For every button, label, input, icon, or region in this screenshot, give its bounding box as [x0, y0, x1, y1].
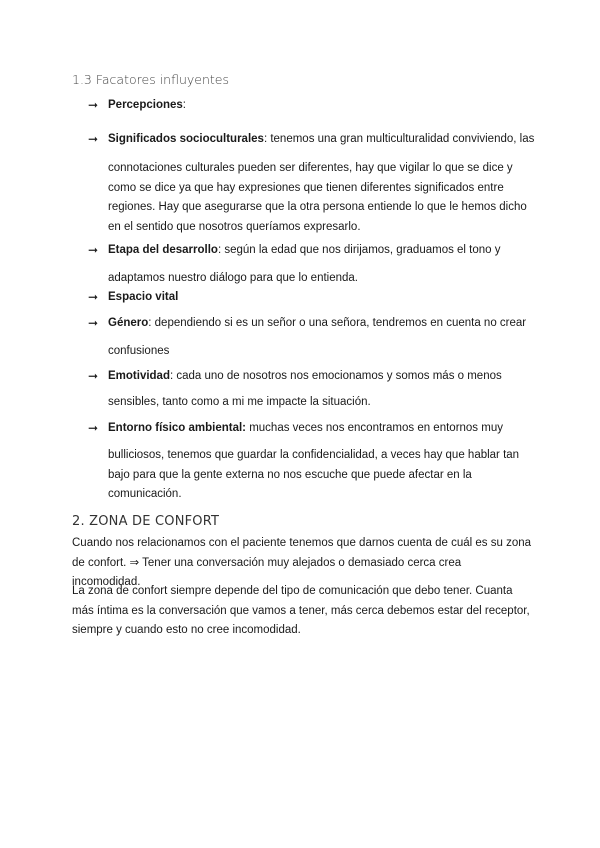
- section-subtitle: 1.3 Facatores influyentes: [72, 72, 229, 87]
- item-continuation: connotaciones culturales pueden ser diferentes, hay que vigilar lo que se dice y como se dice ya que hay expresiones que tienen diferentes significados entre regiones. Hay que asegurarse que la otra persona entiende lo que le hemos dicho en el sentido que nosotros queríamos expresarlo.: [108, 162, 527, 233]
- item-text: dependiendo si es un señor o una señora, tendremos en cuenta no crear: [151, 317, 527, 329]
- arrow-icon: ➞: [88, 290, 99, 304]
- item-term: Etapa del desarrollo: [108, 244, 218, 256]
- item-continuation: sensibles, tanto como a mi me impacte la situación.: [108, 396, 371, 408]
- item-continuation: confusiones: [108, 345, 170, 357]
- paragraph-1: Cuando nos relacionamos con el paciente tenemos que darnos cuenta de cuál es su zona de confort. ⇒ Tener una conversación muy alejados o demasiado cerca crea incomodidad.: [72, 537, 532, 588]
- document-page: 1.3 Facatores influyentes ➞ Percepciones: ➞ Significados socioculturales: tenemos una gran multiculturalidad conviviendo, las connotaciones culturales pueden ser diferentes, hay que vigilar lo que se dice y como se dice ya que hay expresiones que tienen diferentes significados entre regiones. Hay que asegurarse que la otra persona entiende lo que le hemos dicho en el sentido que nosotros queríamos expresarlo. ➞ Etapa del desarrollo: según la edad que nos dirijamos, graduamos el tono y adaptamos nuestro diálogo para que lo entienda. ➞ Espacio vital ➞ Género: dependiendo si es un señor o una señora, tendremos en cuenta no crear confusiones ➞ Emotividad: cada uno de nosotros nos emocionamos y somos más o menos sensibles, tanto como a mi me impacte la situación. ➞ Entorno físico ambiental: muchas veces nos encontramos en entornos muy bulliciosos, tenemos que guardar la confidencialidad, a veces hay que hablar tan bajo para que la gente externa no nos escuche que puede afectar en la comunicación. 2. ZONA DE CONFORT Cuando nos relacionamos con el paciente tenemos que darnos cuenta de cuál es su zona de confort. ⇒ Tener una conversación muy alejados o demasiado cerca crea incomodidad. La zona de confort siempre depende del tipo de comunicación que debo tener. Cuanta más íntima es la conversación que vamos a tener, más cerca debemos estar del receptor, siempre y cuando esto no cree incomodidad.: [0, 0, 600, 848]
- item-term: Percepciones: [108, 99, 183, 111]
- item-text: cada uno de nosotros nos emocionamos y somos más o menos: [173, 370, 502, 382]
- arrow-icon: ➞: [88, 421, 99, 435]
- arrow-icon: ➞: [88, 132, 99, 146]
- item-term: Entorno físico ambiental:: [108, 422, 247, 434]
- arrow-icon: ➞: [88, 369, 99, 383]
- item-continuation: bulliciosos, tenemos que guardar la confidencialidad, a veces hay que hablar tan bajo para que la gente externa no nos escuche que puede afectar en la comunicación.: [108, 449, 520, 500]
- paragraph-2: La zona de confort siempre depende del tipo de comunicación que debo tener. Cuanta más íntima es la conversación que vamos a tener, más cerca debemos estar del receptor, siempre y cuando esto no cree incomodidad.: [72, 585, 530, 636]
- section-heading: 2. ZONA DE CONFORT: [72, 514, 220, 529]
- item-continuation: adaptamos nuestro diálogo para que lo entienda.: [108, 272, 358, 284]
- item-term: Espacio vital: [108, 291, 179, 303]
- item-term: Emotividad: [108, 370, 170, 382]
- item-term: Género: [108, 317, 149, 329]
- item-text: tenemos una gran multiculturalidad conviviendo, las: [267, 133, 535, 145]
- item-text: muchas veces nos encontramos en entornos muy: [246, 422, 503, 434]
- item-text: según la edad que nos dirijamos, graduamos el tono y: [221, 244, 501, 256]
- arrow-icon: ➞: [88, 98, 99, 112]
- arrow-icon: ➞: [88, 243, 99, 257]
- arrow-icon: ➞: [88, 316, 99, 330]
- item-term: Significados socioculturales: [108, 133, 264, 145]
